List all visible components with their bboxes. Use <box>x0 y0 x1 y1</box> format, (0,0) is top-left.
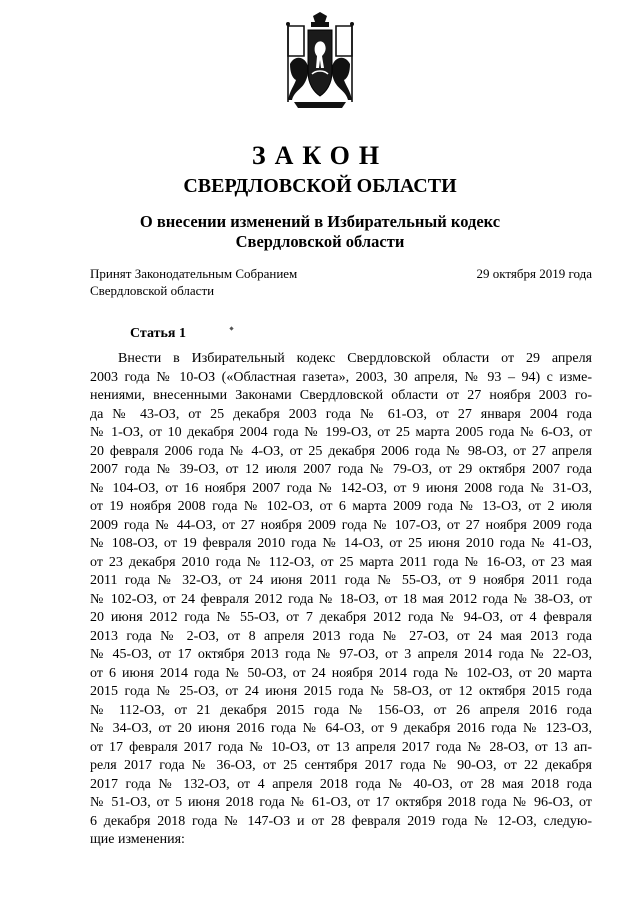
article-body-line: от 17 февраля 2017 года № 10-ОЗ, от 13 апреля 2017 года № 28-ОЗ, от 13 ап- <box>90 739 592 755</box>
article-body-line: 2003 года № 10-ОЗ («Областная газета», 2003, 30 апреля, № 93 – 94) с изме- <box>90 369 592 385</box>
article-body-line: от 6 июня 2014 года № 50-ОЗ, от 24 ноября 2014 года № 102-ОЗ, от 20 марта <box>90 665 592 681</box>
article-body-line: Внести в Избирательный кодекс Свердловской области от 29 апреля <box>118 351 592 366</box>
article-body-line: № 102-ОЗ, от 24 февраля 2012 года № 18-ОЗ, от 18 мая 2012 года № 38-ОЗ, от <box>90 591 592 607</box>
article-body-line: от 19 ноября 2008 года № 102-ОЗ, от 6 марта 2009 года № 13-ОЗ, от 2 июля <box>90 499 592 514</box>
article-body-line: 2011 года № 32-ОЗ, от 24 июня 2011 года № 55-ОЗ, от 9 ноября 2011 года <box>90 573 592 588</box>
article-body-line: 2017 года № 132-ОЗ, от 4 апреля 2018 года № 40-ОЗ, от 28 мая 2018 года <box>90 776 592 792</box>
scan-mark <box>229 326 233 330</box>
article-body-line: № 104-ОЗ, от 16 ноября 2007 года № 142-ОЗ, от 9 июня 2008 года № 31-ОЗ, <box>90 480 592 496</box>
article-body-line: № 51-ОЗ, от 5 июня 2018 года № 61-ОЗ, от 17 октября 2018 года № 96-ОЗ, от <box>90 795 592 810</box>
article-body-line: нениями, внесенными Законами Свердловской области от 27 ноября 2003 го- <box>90 388 592 403</box>
article-body-line: 20 февраля 2006 года № 4-ОЗ, от 25 декабря 2006 года № 98-ОЗ, от 27 апреля <box>90 443 592 459</box>
coat-of-arms-emblem <box>284 12 356 112</box>
article-body-line: 6 декабря 2018 года № 147-ОЗ и от 28 февраля 2019 года № 12-ОЗ, следую- <box>90 813 592 829</box>
article-body-line: щие изменения: <box>90 832 185 847</box>
article-heading: Статья 1 <box>130 326 186 341</box>
article-body-line: реля 2017 года № 36-ОЗ, от 25 сентября 2017 года № 90-ОЗ, от 22 декабря <box>90 758 592 773</box>
adopted-by-line: Свердловской области <box>90 283 215 298</box>
article-body-line: 2015 года № 25-ОЗ, от 24 июня 2015 года № 58-ОЗ, от 12 октября 2015 года <box>90 684 592 699</box>
law-subject-line: О внесении изменений в Избирательный кодекс <box>139 212 501 231</box>
region-title: СВЕРДЛОВСКОЙ ОБЛАСТИ <box>183 175 457 197</box>
article-body-line: № 34-ОЗ, от 20 июня 2016 года № 64-ОЗ, от 9 декабря 2016 года № 123-ОЗ, <box>90 721 592 736</box>
article-body <box>90 350 592 850</box>
article-body-line: 20 июня 2012 года № 55-ОЗ, от 7 декабря 2012 года № 94-ОЗ, от 4 февраля <box>90 610 592 625</box>
article-body-line: № 112-ОЗ, от 21 декабря 2015 года № 156-ОЗ, от 26 апреля 2016 года <box>90 702 592 718</box>
article-body-line: да № 43-ОЗ, от 25 декабря 2003 года № 61-ОЗ, от 27 января 2004 года <box>90 406 592 422</box>
article-body-line: № 108-ОЗ, от 19 февраля 2010 года № 14-ОЗ, от 25 июня 2010 года № 41-ОЗ, <box>90 536 592 551</box>
adopted-by-line: Принят Законодательным Собранием <box>90 266 298 281</box>
adopted-by <box>90 265 297 299</box>
law-title: ЗАКОН <box>251 141 389 170</box>
article-body-line: 2007 года № 39-ОЗ, от 12 июля 2007 года № 79-ОЗ, от 29 октября 2007 года <box>90 462 592 477</box>
article-body-line: 2009 года № 44-ОЗ, от 27 ноября 2009 года № 107-ОЗ, от 27 ноября 2009 года <box>90 517 592 533</box>
article-body-line: от 23 декабря 2010 года № 112-ОЗ, от 25 марта 2011 года № 16-ОЗ, от 23 мая <box>90 554 592 570</box>
law-subject <box>0 212 640 252</box>
article-body-line: № 1-ОЗ, от 10 декабря 2004 года № 199-ОЗ, от 25 марта 2005 года № 6-ОЗ, от <box>90 425 592 440</box>
article-body-line: 2013 года № 2-ОЗ, от 8 апреля 2013 года № 27-ОЗ, от 24 мая 2013 года <box>90 628 592 644</box>
article-body-line: № 45-ОЗ, от 17 октября 2013 года № 97-ОЗ, от 3 апреля 2014 года № 22-ОЗ, <box>90 647 592 662</box>
adoption-date: 29 октября 2019 года <box>476 266 592 281</box>
law-subject-line: Свердловской области <box>235 232 405 251</box>
